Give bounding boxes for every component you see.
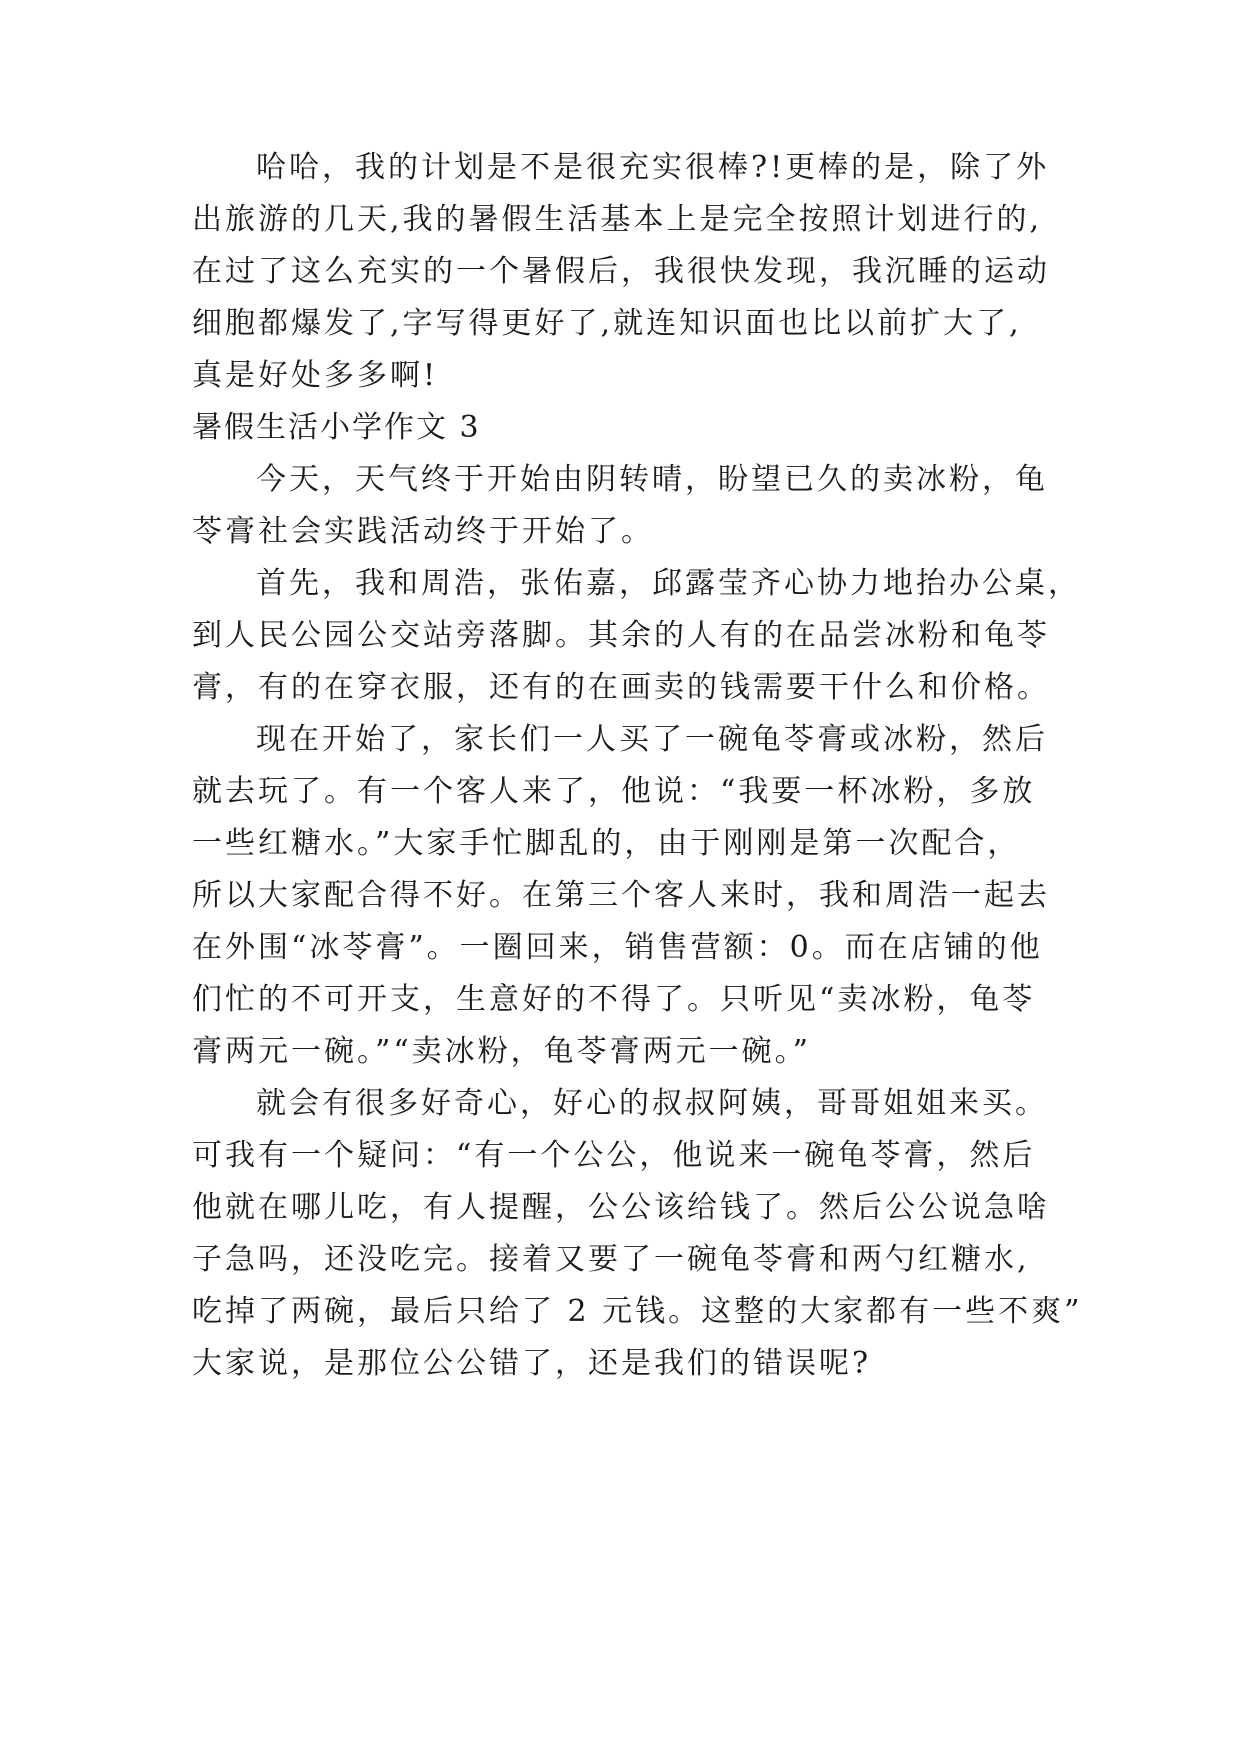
text-line: 他就在哪儿吃，有人提醒，公公该给钱了。然后公公说急啥 xyxy=(192,1190,1050,1225)
text-line: 到人民公园公交站旁落脚。其余的人有的在品尝冰粉和龟苓 xyxy=(192,618,1050,653)
text-line: 就会有很多好奇心，好心的叔叔阿姨，哥哥姐姐来买。 xyxy=(256,1086,1048,1121)
text-line: 首先，我和周浩，张佑嘉，邱露莹齐心协力地抬办公桌， xyxy=(256,566,1081,601)
text-line: 膏两元一碗。”“卖冰粉，龟苓膏两元一碗。” xyxy=(192,1034,812,1069)
text-line: 们忙的不可开支，生意好的不得了。只听见“卖冰粉，龟苓 xyxy=(192,982,1036,1017)
text-line: 吃掉了两碗，最后只给了 2 元钱。这整的大家都有一些不爽” xyxy=(192,1294,1083,1329)
text-line: 所以大家配合得不好。在第三个客人来时，我和周浩一起去 xyxy=(192,878,1050,913)
text-line: 细胞都爆发了,字写得更好了,就连知识面也比以前扩大了, xyxy=(192,306,1022,341)
text-line: 今天，天气终于开始由阴转晴，盼望已久的卖冰粉，龟 xyxy=(256,462,1048,497)
text-line: 出旅游的几天,我的暑假生活基本上是完全按照计划进行的, xyxy=(192,202,1043,237)
text-line: 可我有一个疑问：“有一个公公，他说来一碗龟苓膏，然后 xyxy=(192,1138,1036,1173)
text-line: 就去玩了。有一个客人来了，他说：“我要一杯冰粉，多放 xyxy=(192,774,1036,809)
text-line: 现在开始了，家长们一人买了一碗龟苓膏或冰粉，然后 xyxy=(256,722,1048,757)
text-line: 真是好处多多啊! xyxy=(192,358,439,393)
text-line: 哈哈，我的计划是不是很充实很棒?!更棒的是，除了外 xyxy=(256,150,1050,185)
text-line: 在外围“冰苓膏”。一圈回来，销售营额：0。而在店铺的他 xyxy=(192,930,1043,965)
text-line: 苓膏社会实践活动终于开始了。 xyxy=(192,514,654,549)
text-line: 一些红糖水。”大家手忙脚乱的，由于刚刚是第一次配合， xyxy=(192,826,1021,861)
section-heading: 暑假生活小学作文 3 xyxy=(192,410,481,445)
text-line: 子急吗，还没吃完。接着又要了一碗龟苓膏和两勺红糖水, xyxy=(192,1242,1030,1277)
text-line: 在过了这么充实的一个暑假后，我很快发现，我沉睡的运动 xyxy=(192,254,1050,289)
text-line: 大家说，是那位公公错了，还是我们的错误呢? xyxy=(192,1346,872,1381)
text-line: 膏，有的在穿衣服，还有的在画卖的钱需要干什么和价格。 xyxy=(192,670,1050,705)
